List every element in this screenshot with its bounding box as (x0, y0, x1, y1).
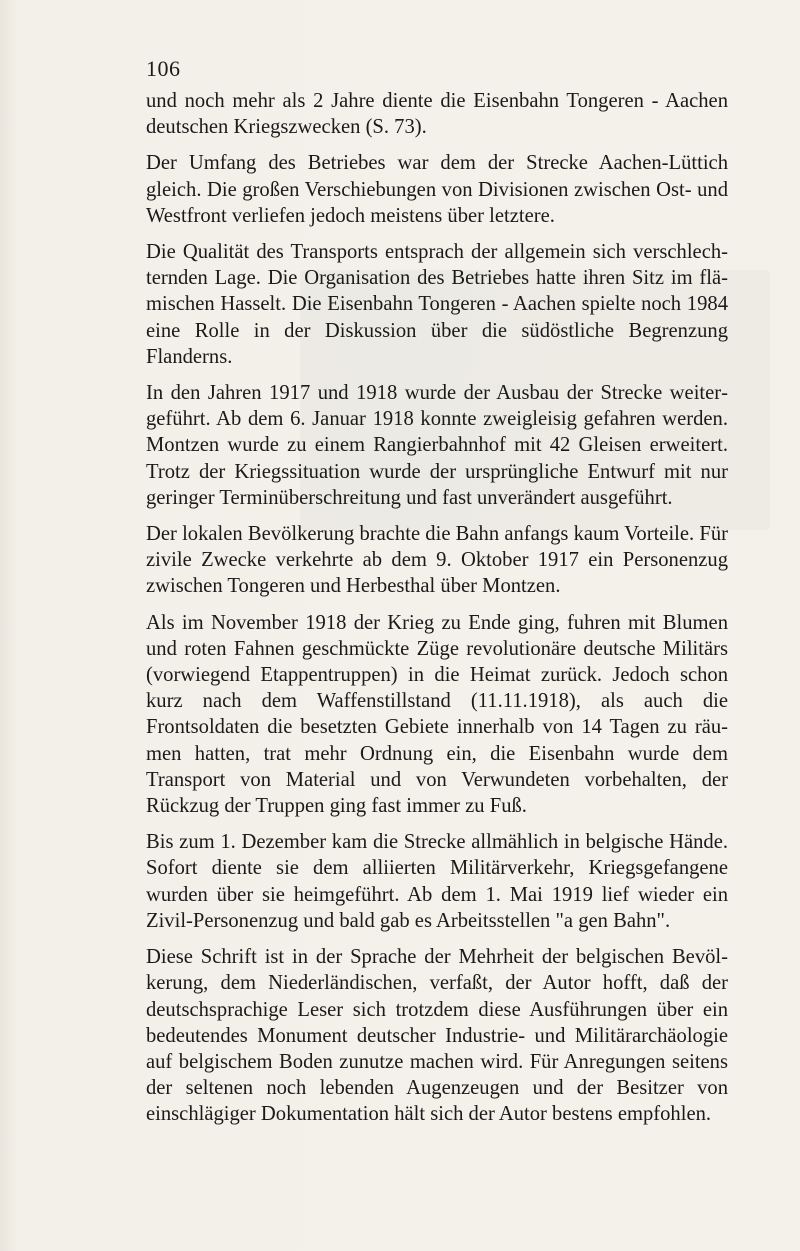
page-number: 106 (146, 56, 181, 81)
paragraph: und noch mehr als 2 Jahre diente die Eisenbahn Tongeren - Aachen deutschen Kriegszwecken (S. 73). (146, 90, 728, 139)
paragraph: Als im November 1918 der Krieg zu Ende ging, fuhren mit Blumen und roten Fahnen geschmückte Züge revolutionäre deutsche Militärs (vorwiegend Etappentruppen) in die Heimat zurück. Jedoch schon kurz nach dem Waffenstillstand (11.11.1918), als auch die Frontsoldaten die besetzten Gebiete innerhalb von 14 Tagen zu räumen hatten, trat mehr Ordnung ein, die Eisenbahn wurde dem Transport von Material und von Verwundeten vorbehalten, der Rückzug der Truppen ging fast immer zu Fuß. (146, 611, 728, 818)
paragraph: Die Qualität des Transports entsprach der allgemein sich verschlechternden Lage. Die Organisation des Betriebes hatte ihren Sitz im flämischen Hasselt. Die Eisenbahn Tongeren - Aachen spielte noch 1984 eine Rolle in der Diskussion über die südöstliche Begrenzung Flanderns. (146, 241, 728, 368)
paragraph: Diese Schrift ist in der Sprache der Mehrheit der belgischen Bevölkerung, dem Niederländischen, verfaßt, der Autor hofft, daß der deutschsprachige Leser sich trotzdem diese Ausführungen über ein bedeutendes Monument deutscher Industrie- und Militärarchäologie auf belgischem Boden zunutze machen wird. Für Anregungen seitens der seltenen noch lebenden Augenzeugen und der Besitzer von einschlägiger Dokumentation hält sich der Autor bestens empfohlen. (146, 946, 728, 1126)
paragraph: Bis zum 1. Dezember kam die Strecke allmählich in belgische Hände. Sofort diente sie dem alliierten Militärverkehr, Kriegsgefangene wurden über sie heimgeführt. Ab dem 1. Mai 1919 lief wieder ein Zivil-Personenzug und bald gab es Arbeitsstellen "a gen Bahn". (146, 831, 728, 932)
paragraph: Der lokalen Bevölkerung brachte die Bahn anfangs kaum Vorteile. Für zivile Zwecke verkehrte ab dem 9. Oktober 1917 ein Personenzug zwischen Tongeren und Herbesthal über Montzen. (146, 523, 728, 598)
body-text (146, 88, 728, 1138)
paragraph: In den Jahren 1917 und 1918 wurde der Ausbau der Strecke weitergeführt. Ab dem 6. Januar 1918 konnte zweigleisig gefahren werden. Montzen wurde zu einem Rangierbahnhof mit 42 Gleisen erweitert. Trotz der Kriegssituation wurde der ursprüngliche Entwurf mit nur geringer Terminüberschreitung und fast unverändert ausgeführt. (146, 382, 728, 509)
paragraph: Der Umfang des Betriebes war dem der Strecke Aachen-Lüttich gleich. Die großen Verschiebungen von Divisionen zwischen Ost- und Westfront verliefen jedoch meistens über letztere. (146, 152, 728, 227)
